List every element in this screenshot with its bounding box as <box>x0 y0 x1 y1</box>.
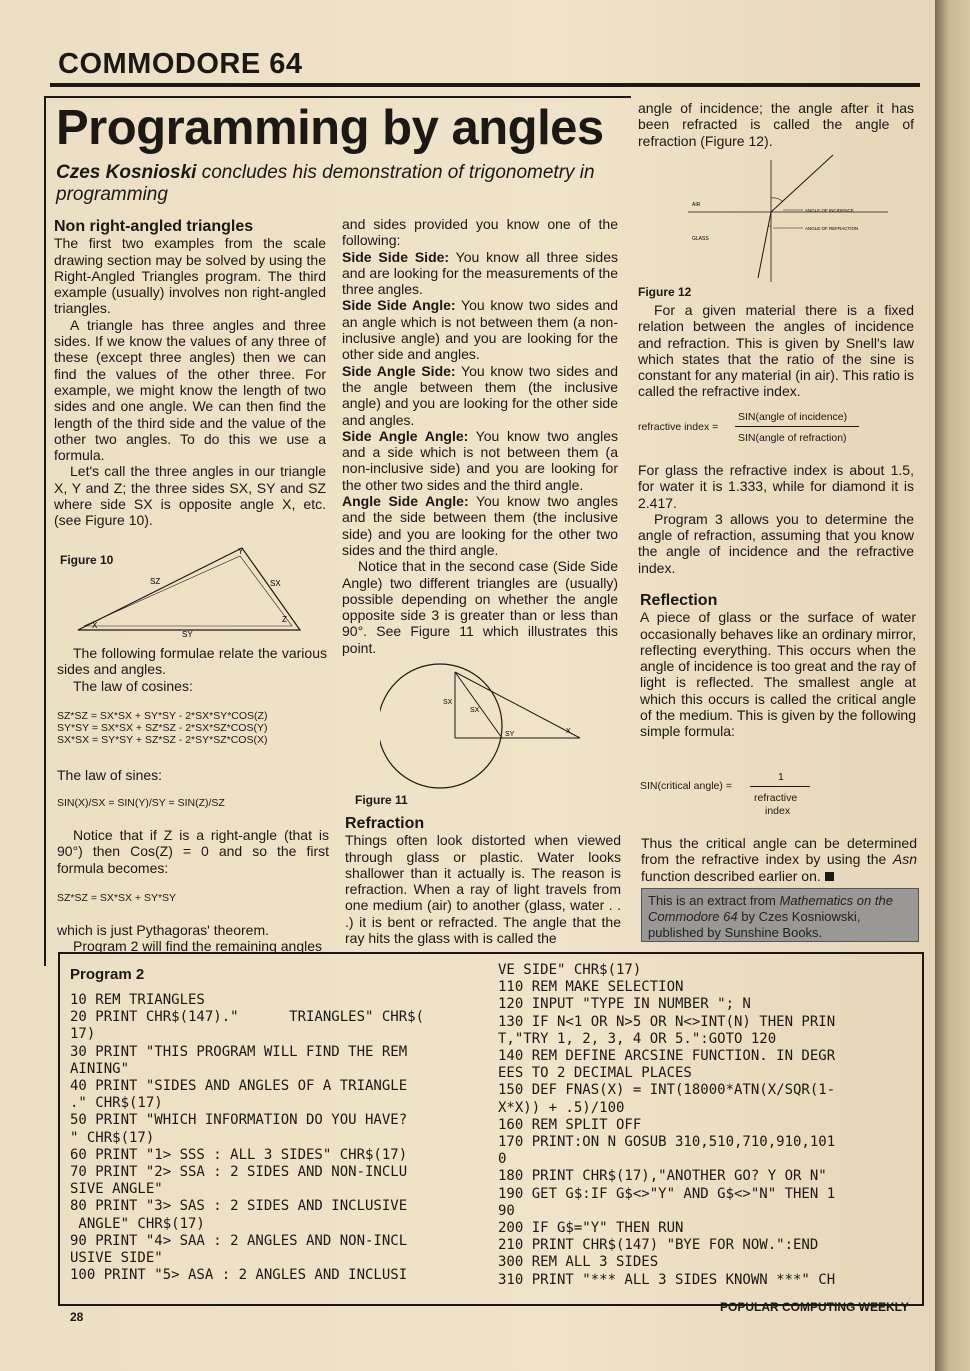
cosine-formula: SY*SY = SX*SX + SZ*SZ - 2*SX*SZ*COS(Y) <box>57 722 268 734</box>
heading-reflection: Reflection <box>640 592 718 609</box>
triangle-inner <box>84 556 292 626</box>
subtitle-text: concludes his demonstration of trigonometry in programming <box>56 162 595 205</box>
refractive-index-numerator: SIN(angle of incidence) <box>738 411 848 423</box>
critical-angle-numerator: 1 <box>778 771 784 783</box>
code-line: 180 PRINT CHR$(17),"ANOTHER GO? Y OR N" <box>498 1168 827 1185</box>
figure-10-triangle <box>70 538 310 638</box>
code-line: " CHR$(17) <box>70 1129 155 1146</box>
book-title: Mathematics on the Commodore 64 <box>648 893 893 924</box>
label-sy: SY <box>505 731 515 738</box>
code-line: 20 PRINT CHR$(147)." TRIANGLES" CHR$( <box>70 1009 425 1026</box>
paragraph: Program 3 allows you to determine the angle of refraction, assuming that you know the angle of incidence and the refractive index. <box>638 510 914 576</box>
label-sx-2: SX <box>470 707 480 714</box>
label-air: AIR <box>692 202 701 208</box>
code-line: 90 <box>498 1202 515 1219</box>
code-line: 140 REM DEFINE ARCSINE FUNCTION. IN DEGR <box>498 1048 836 1065</box>
code-line: T,"TRY 1, 2, 3, 4 OR 5.":GOTO 120 <box>498 1030 777 1047</box>
header-rule <box>50 83 920 87</box>
article-subtitle <box>56 162 616 206</box>
author-name: Czes Kosnioski <box>56 162 197 183</box>
code-line: 40 PRINT "SIDES AND ANGLES OF A TRIANGLE <box>70 1078 408 1095</box>
paragraph: Notice that if Z is a right-angle (that is 90°) then Cos(Z) = 0 and so the first formula becomes: <box>57 827 329 876</box>
paragraph: Notice that in the second case (Side Side Angle) two different triangles are (usually) possible depending on whether the angle opposite side 3 is greater than or less than 90°. See Figure 11 which illustrates this point. <box>342 558 618 656</box>
code-line: 80 PRINT "3> SAS : 2 SIDES AND INCLUSIVE <box>70 1198 408 1215</box>
figure-12-diagram <box>688 150 888 285</box>
program-right-column <box>498 962 835 1289</box>
paragraph: The law of sines: <box>57 767 163 783</box>
label-z: Z <box>282 615 287 624</box>
text: by Czes Kosniowski, published by Sunshine Books. <box>648 909 861 940</box>
paragraph <box>641 835 917 884</box>
hypotenuse <box>455 672 580 738</box>
critical-angle-left: SIN(critical angle) = <box>640 780 732 792</box>
label-glass: GLASS <box>692 236 709 242</box>
code-line: 70 PRINT "2> SSA : 2 SIDES AND NON-INCLU <box>70 1164 408 1181</box>
case-text: You know two angles and the side between them (the inclusive side) and you are looking for the other two sides and the third angle. <box>342 493 618 558</box>
figure-11-label: Figure 11 <box>355 793 408 807</box>
column-3 <box>638 100 914 149</box>
code-line: ANGLE" CHR$(17) <box>70 1215 205 1232</box>
heading-refraction: Refraction <box>345 815 425 832</box>
fraction-bar <box>735 426 859 427</box>
cosine-formula: SZ*SZ = SX*SX + SY*SY - 2*SX*SY*COS(Z) <box>57 710 268 722</box>
column-1-notice <box>57 827 329 876</box>
case-ssa <box>342 297 618 362</box>
case-heading: Side Side Angle: <box>342 297 456 314</box>
paragraph: For a given material there is a fixed relation between the angles of incidence and refraction. This is given by Snell's law which states that the ratio of the sine is constant for any material (in air). This ratio is called the refractive index. <box>638 302 914 400</box>
code-line: 160 REM SPLIT OFF <box>498 1116 642 1133</box>
code-line: 120 INPUT "TYPE IN NUMBER "; N <box>498 996 751 1013</box>
paragraph: The law of cosines: <box>73 677 193 694</box>
triangle-outer <box>78 548 300 630</box>
program-title: Program 2 <box>70 966 145 983</box>
refractive-index-denominator: SIN(angle of refraction) <box>738 432 847 444</box>
page-number: 28 <box>70 1310 84 1324</box>
code-line: X*X)) + .5)/100 <box>498 1099 625 1116</box>
page-edge <box>935 0 970 1371</box>
case-text: You know two sides and the angle between them (the inclusive angle) and you are looking for the other side and angles. <box>342 362 618 428</box>
column-2-refraction <box>345 816 621 946</box>
cosine-formula: SX*SX = SY*SY + SZ*SZ - 2*SY*SZ*COS(X) <box>57 734 268 746</box>
sine-formula: SIN(X)/SX = SIN(Y)/SY = SIN(Z)/SZ <box>57 797 225 809</box>
circle <box>380 664 502 788</box>
program-left-column <box>70 992 424 1284</box>
case-asa <box>342 493 618 558</box>
label-sx: SX <box>443 699 453 706</box>
label-sy: SY <box>182 630 193 638</box>
paragraph: angle of incidence; the angle after it has been refracted is called the angle of refraction (Figure 12). <box>638 100 914 149</box>
column-1-lower <box>57 645 327 694</box>
paragraph: The first two examples from the scale drawing section may be solved by using the Right-Angled Triangles program. The third example (usually) involves non right-angled triangles. <box>54 235 326 317</box>
case-sas <box>342 363 618 428</box>
code-line: 90 PRINT "4> SAA : 2 ANGLES AND NON-INCL <box>70 1232 408 1249</box>
refractive-index-left: refractive index = <box>638 421 719 433</box>
paragraph: The following formulae relate the various sides and angles. <box>57 645 327 678</box>
code-line: 60 PRINT "1> SSS : ALL 3 SIDES" CHR$(17) <box>70 1146 408 1163</box>
code-line: 0 <box>498 1151 507 1168</box>
code-line: 17) <box>70 1026 96 1043</box>
label-y: Y <box>238 547 244 556</box>
pythagoras-formula: SZ*SZ = SX*SX + SY*SY <box>57 892 177 904</box>
incident-ray <box>771 155 833 212</box>
case-text: You know all three sides and are looking for the measurements of the three angles. <box>342 248 619 298</box>
label-incidence: ANGLE OF INCIDENCE <box>805 208 854 213</box>
code-line: VE SIDE" CHR$(17) <box>498 962 642 978</box>
column-3-snell <box>638 302 914 400</box>
refracted-ray <box>758 212 771 278</box>
paragraph: Let's call the three angles in our triangle X, Y and Z; the three sides SX, SY and SZ where side SX is opposite angle X, etc. (see Figure 10). <box>54 463 326 529</box>
extract-box <box>641 888 919 942</box>
code-line: SIVE ANGLE" <box>70 1181 163 1198</box>
asn-function: Asn <box>892 851 917 868</box>
end-mark <box>825 872 834 881</box>
code-line: 130 IF N<1 OR N>5 OR N<>INT(N) THEN PRIN <box>498 1013 836 1030</box>
column-1-end <box>57 922 332 955</box>
label-sx: SX <box>270 579 281 588</box>
section-header: COMMODORE 64 <box>58 48 303 80</box>
code-line: 10 REM TRIANGLES <box>70 992 205 1008</box>
case-text: You know two angles and a side which is not between them (a non-inclusive side) and you are looking for the other two sides and the third angle. <box>342 427 618 493</box>
figure-11-diagram <box>380 660 590 795</box>
code-line: 30 PRINT "THIS PROGRAM WILL FIND THE REM <box>70 1043 408 1060</box>
case-heading: Side Angle Side: <box>342 362 456 379</box>
critical-angle-denominator-2: index <box>765 805 791 817</box>
code-line: AINING" <box>70 1060 130 1077</box>
text: function described earlier on. <box>641 867 821 884</box>
case-saa <box>342 428 618 493</box>
critical-angle-denominator-1: refractive <box>754 792 798 804</box>
code-line: EES TO 2 DECIMAL PLACES <box>498 1065 692 1082</box>
side-sx-alt <box>455 672 502 738</box>
code-line: ." CHR$(17) <box>70 1095 163 1112</box>
paragraph: Program 2 will find the remaining angles <box>73 938 323 955</box>
code-line: 190 GET G$:IF G$<>"Y" AND G$<>"N" THEN 1 <box>498 1185 836 1202</box>
code-line: 170 PRINT:ON N GOSUB 310,510,710,910,101 <box>498 1134 836 1151</box>
code-line: USIVE SIDE" <box>70 1250 163 1267</box>
publication-name: POPULAR COMPUTING WEEKLY <box>720 1300 909 1314</box>
incidence-arc <box>771 198 783 202</box>
case-heading: Angle Side Angle: <box>342 493 469 510</box>
critical-fraction-bar <box>750 786 810 787</box>
code-line: 50 PRINT "WHICH INFORMATION DO YOU HAVE? <box>70 1112 408 1129</box>
code-line: 150 DEF FNAS(X) = INT(18000*ATN(X/SQR(1- <box>498 1082 836 1099</box>
text: This is an extract from <box>648 893 780 908</box>
paragraph: For glass the refractive index is about 1.5, for water it is 1.333, while for diamond it is 2.417. <box>638 462 914 511</box>
case-heading: Side Angle Angle: <box>342 427 469 444</box>
code-line: 100 PRINT "5> ASA : 2 ANGLES AND INCLUSI <box>70 1267 408 1284</box>
column-2 <box>342 216 618 656</box>
column-1 <box>54 219 326 529</box>
column-3-reflection <box>640 593 916 740</box>
case-text: You know two sides and an angle which is not between them (a non-inclusive angle) and you are looking for the other side and angles. <box>342 297 618 363</box>
figure-10-label: Figure 10 <box>60 553 114 567</box>
paragraph: A piece of glass or the surface of water occasionally behaves like an ordinary mirror, reflecting everything. This occurs when the angle of incidence is too great and the ray of light is reflected. The smallest angle at which this occurs is called the critical angle of the medium. This is given by the following simple formula: <box>640 609 916 740</box>
case-sss <box>342 249 618 298</box>
case-heading: Side Side Side: <box>342 248 450 265</box>
figure-12-label: Figure 12 <box>638 285 692 299</box>
label-x: X <box>566 728 571 735</box>
article-title: Programming by angles <box>56 101 604 155</box>
cosine-formulae <box>57 710 267 746</box>
code-line: 200 IF G$="Y" THEN RUN <box>498 1220 684 1237</box>
label-sz: SZ <box>150 577 161 586</box>
paragraph: and sides provided you know one of the following: <box>342 216 618 249</box>
code-line: 310 PRINT "*** ALL 3 SIDES KNOWN ***" CH <box>498 1271 836 1288</box>
column-3-values <box>638 462 914 576</box>
code-line: 110 REM MAKE SELECTION <box>498 979 684 996</box>
heading-non-right-angled: Non right-angled triangles <box>54 218 254 235</box>
column-3-end <box>641 835 917 884</box>
paragraph: A triangle has three angles and three sides. If we know the values of any three of these (except three angles) then we can find the values of the other three. For example, we might know the length of two sides and one angle. We can then find the length of the third side and the value of the other two angles. To do this we use a formula. <box>54 316 326 464</box>
label-refraction: ANGLE OF REFRACTION <box>805 226 859 231</box>
label-x: X <box>92 621 98 630</box>
paragraph: which is just Pythagoras' theorem. <box>57 922 269 938</box>
paragraph: Things often look distorted when viewed through glass or plastic. Water looks shallower than it actually is. The reason is refraction. When a ray of light travels from one medium (air) to another (glass, water . . .) it is bent or refracted. The angle that the ray hits the glass with is called the <box>345 832 621 947</box>
code-line: 210 PRINT CHR$(147) "BYE FOR NOW.":END <box>498 1237 819 1254</box>
law-of-sines-label <box>57 767 327 783</box>
text: Thus the critical angle can be determined from the refractive index by using the <box>641 835 917 868</box>
code-line: 300 REM ALL 3 SIDES <box>498 1254 659 1271</box>
